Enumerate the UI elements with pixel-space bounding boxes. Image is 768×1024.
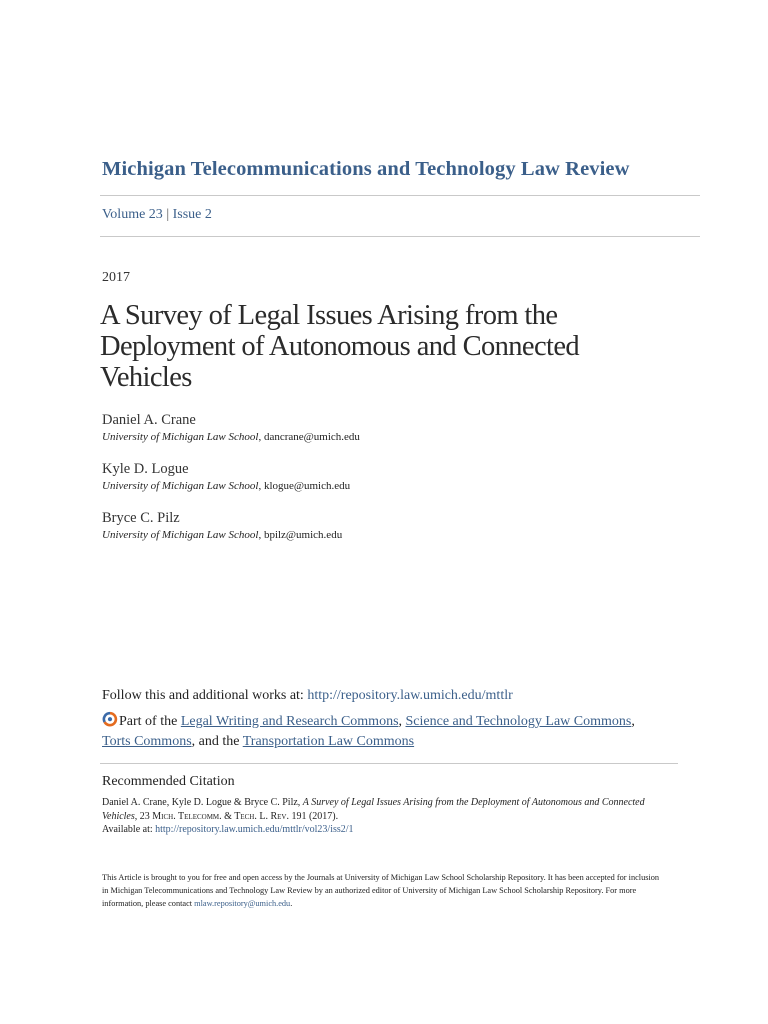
author-affiliation: [102, 478, 350, 494]
author-affiliation: [102, 429, 360, 445]
citation-sep: , 23: [134, 810, 153, 822]
citation-title: A Survey of Legal Issues Arising from the Deployment of Autonomous and Connected Vehicles: [102, 797, 645, 822]
discipline-link-science-technology[interactable]: Science and Technology Law Commons: [405, 714, 632, 729]
separator: , and the: [191, 734, 243, 749]
author-affiliation: [102, 527, 342, 543]
volume-link[interactable]: Volume 23: [102, 207, 163, 222]
citation-pages: 191 (2017).: [288, 810, 339, 822]
notice-text: This Article is brought to you for free and open access by the Journals at University of Michigan Law School Scholarship Repository. It has been accepted for inclusion in Michigan Telecommunications and Technology Law Review by an authorized editor of University of Michigan Law School Scholarship Repository. For more information, please contact: [102, 873, 660, 909]
part-of-prefix: Part of the: [119, 714, 181, 729]
separator: ,: [631, 714, 635, 729]
part-of-disciplines: [102, 711, 662, 752]
author-email: , klogue@umich.edu: [258, 480, 351, 492]
open-access-icon: [102, 711, 118, 727]
discipline-link-legal-writing[interactable]: Legal Writing and Research Commons: [180, 714, 399, 729]
issue-separator: |: [166, 207, 170, 222]
notice-end: .: [290, 899, 293, 909]
separator: ,: [398, 714, 406, 729]
publication-year: 2017: [102, 270, 130, 285]
access-notice: [102, 871, 662, 911]
discipline-link-transportation[interactable]: Transportation Law Commons: [242, 734, 415, 749]
author-name[interactable]: Kyle D. Logue: [102, 461, 189, 477]
affiliation-name: University of Michigan Law School: [102, 431, 259, 443]
author-email: , dancrane@umich.edu: [258, 431, 360, 443]
citation-authors: Daniel A. Crane, Kyle D. Logue & Bryce C. Pilz,: [102, 797, 303, 808]
article-title: A Survey of Legal Issues Arising from the Deployment of Autonomous and Connected Vehicles: [100, 300, 580, 393]
discipline-link-torts[interactable]: Torts Commons: [102, 734, 192, 749]
author-block: [102, 460, 350, 494]
author-name[interactable]: Bryce C. Pilz: [102, 510, 180, 526]
author-block: [102, 509, 342, 543]
author-name[interactable]: Daniel A. Crane: [102, 412, 196, 428]
author-block: [102, 411, 360, 445]
recommended-citation-heading: Recommended Citation: [102, 774, 235, 789]
issue-line: [102, 207, 212, 223]
contact-email-link[interactable]: mlaw.repository@umich.edu: [194, 899, 291, 909]
issue-link[interactable]: Issue 2: [172, 207, 212, 222]
affiliation-name: University of Michigan Law School: [102, 480, 259, 492]
journal-title[interactable]: Michigan Telecommunications and Technology Law Review: [102, 158, 630, 180]
affiliation-name: University of Michigan Law School: [102, 529, 259, 541]
citation-divider: [100, 763, 678, 764]
follow-line: [102, 688, 513, 704]
citation-url-link[interactable]: http://repository.law.umich.edu/mttlr/vol23/iss2/1: [155, 824, 354, 835]
repository-link[interactable]: http://repository.law.umich.edu/mttlr: [307, 688, 513, 703]
follow-label: Follow this and additional works at:: [102, 688, 308, 703]
citation-text: [102, 796, 662, 837]
citation-journal: Mich. Telecomm. & Tech. L. Rev.: [152, 810, 289, 822]
author-email: , bpilz@umich.edu: [258, 529, 343, 541]
available-at-label: Available at:: [102, 824, 156, 835]
header-divider-top: [100, 195, 700, 196]
header-divider-bottom: [100, 236, 700, 237]
